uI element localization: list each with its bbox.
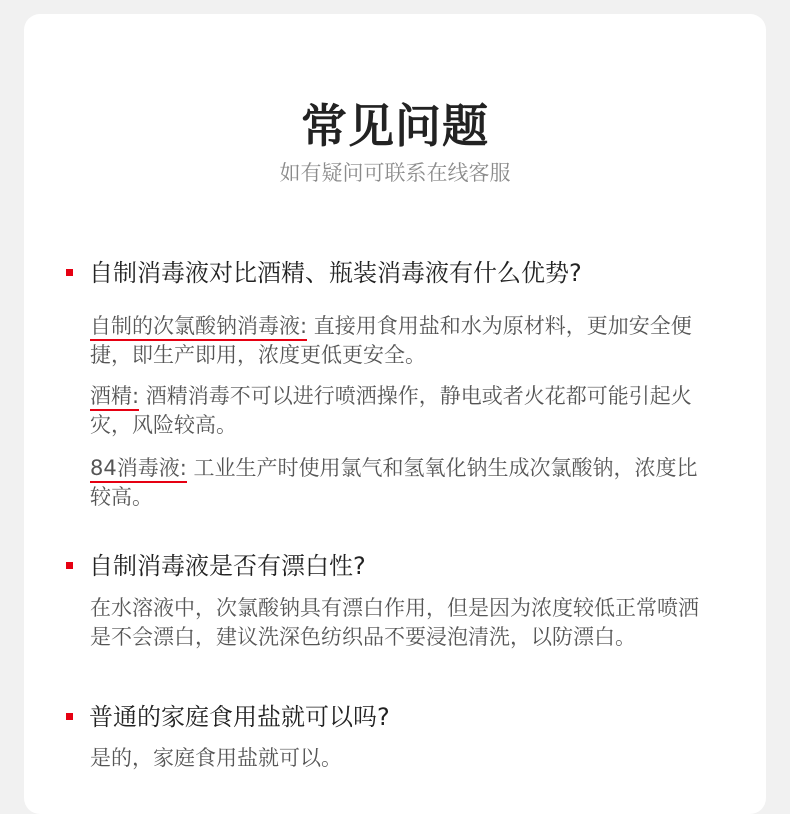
- faq-answer-3: 是的，家庭食用盐就可以。: [90, 746, 342, 770]
- page-subtitle: 如有疑问可联系在线客服: [279, 161, 511, 185]
- answer-text: 直接用食用盐和水为原材料，更加安全便捷，即生产即用，浓度更低更安全。: [90, 314, 692, 367]
- red-square-bullet-icon: [66, 269, 73, 276]
- answer-text: 酒精消毒不可以进行喷洒操作，静电或者火花都可能引起火灾，风险较高。: [90, 384, 692, 437]
- term-underlined: 自制的次氯酸钠消毒液:: [90, 314, 307, 341]
- faq-card: [24, 14, 766, 814]
- faq-question-2: [66, 549, 366, 583]
- faq-question-1: [66, 256, 582, 290]
- faq-question-text: 自制消毒液对比酒精、瓶装消毒液有什么优势?: [89, 259, 582, 287]
- faq-answer-1-paragraph-1: [90, 312, 712, 370]
- faq-answer-1-paragraph-3: [90, 454, 712, 512]
- faq-answer-1-paragraph-2: [90, 382, 712, 440]
- faq-question-text: 自制消毒液是否有漂白性?: [89, 552, 366, 580]
- faq-question-3: [66, 700, 390, 734]
- faq-answer-2: 在水溶液中，次氯酸钠具有漂白作用，但是因为浓度较低正常喷洒是不会漂白，建议洗深色纺织品不要浸泡清洗，以防漂白。: [90, 596, 699, 649]
- faq-question-text: 普通的家庭食用盐就可以吗?: [89, 703, 390, 731]
- red-square-bullet-icon: [66, 562, 73, 569]
- term-underlined: 84消毒液:: [90, 456, 187, 483]
- term-underlined: 酒精:: [90, 384, 139, 411]
- red-square-bullet-icon: [66, 713, 73, 720]
- page-title: 常见问题: [301, 99, 489, 153]
- answer-text: 工业生产时使用氯气和氢氧化钠生成次氯酸钠，浓度比较高。: [90, 456, 698, 509]
